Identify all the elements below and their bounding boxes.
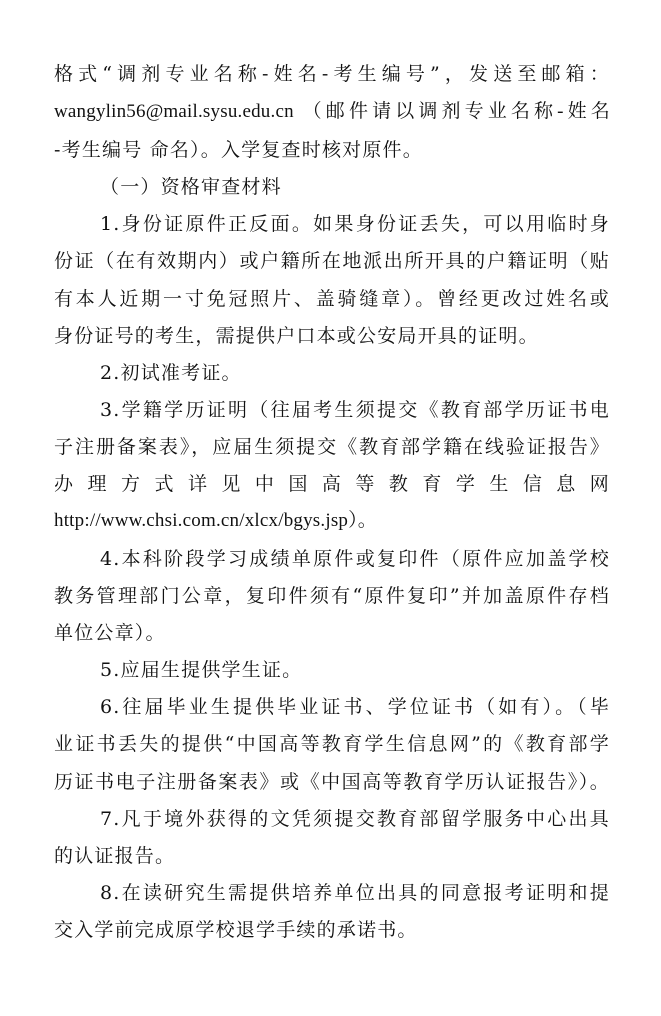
item-6-line-2: 业证书丢失的提供“中国高等教育学生信息网”的《教育部学	[54, 733, 610, 755]
text-line-3: -考生编号 命名）。入学复查时核对原件。	[54, 139, 423, 161]
text-line-2: wangylin56@mail.sysu.edu.cn （邮件请以调剂专业名称-姓名	[54, 101, 610, 122]
item-2-line-1: 2.初试准考证。	[100, 362, 242, 384]
item-3-line-2: 子注册备案表》，应届生须提交《教育部学籍在线验证报告》	[54, 436, 610, 458]
item-6-line-3: 历证书电子注册备案表》或《中国高等教育学历认证报告》）。	[54, 771, 610, 793]
item-6-line-1: 6.往届毕业生提供毕业证书、学位证书（如有）。（毕	[100, 696, 610, 718]
item-8-line-2: 交入学前完成原学校退学手续的承诺书。	[54, 919, 418, 941]
item-3-line-3: 办 理 方 式 详 见 中 国 高 等 教 育 学 生 信 息 网	[54, 473, 610, 495]
item-4-line-2: 教务管理部门公章，复印件须有“原件复印”并加盖原件存档	[54, 585, 610, 607]
text-line-1: 格式“调剂专业名称-姓名-考生编号”，发送至邮箱：	[54, 63, 610, 85]
item-1-line-2: 份证（在有效期内）或户籍所在地派出所开具的户籍证明（贴	[54, 250, 610, 272]
item-8-line-1: 8.在读研究生需提供培养单位出具的同意报考证明和提	[100, 882, 610, 904]
section-heading: （一）资格审查材料	[100, 176, 282, 198]
item-7-line-2: 的认证报告。	[54, 845, 176, 867]
item-1-line-4: 身份证号的考生，需提供户口本或公安局开具的证明。	[54, 325, 539, 347]
item-4-line-3: 单位公章）。	[54, 622, 166, 644]
item-4-line-1: 4.本科阶段学习成绩单原件或复印件（原件应加盖学校	[100, 548, 610, 570]
item-3-line-1: 3.学籍学历证明（往届考生须提交《教育部学历证书电	[100, 399, 610, 421]
item-7-line-1: 7.凡于境外获得的文凭须提交教育部留学服务中心出具	[100, 808, 610, 830]
item-1-line-3: 有本人近期一寸免冠照片、盖骑缝章）。曾经更改过姓名或	[54, 288, 610, 310]
item-3-line-4: http://www.chsi.com.cn/xlcx/bgys.jsp）。	[54, 510, 378, 531]
item-1-line-1: 1.身份证原件正反面。如果身份证丢失，可以用临时身	[100, 213, 610, 235]
item-5-line-1: 5.应届生提供学生证。	[100, 659, 303, 681]
